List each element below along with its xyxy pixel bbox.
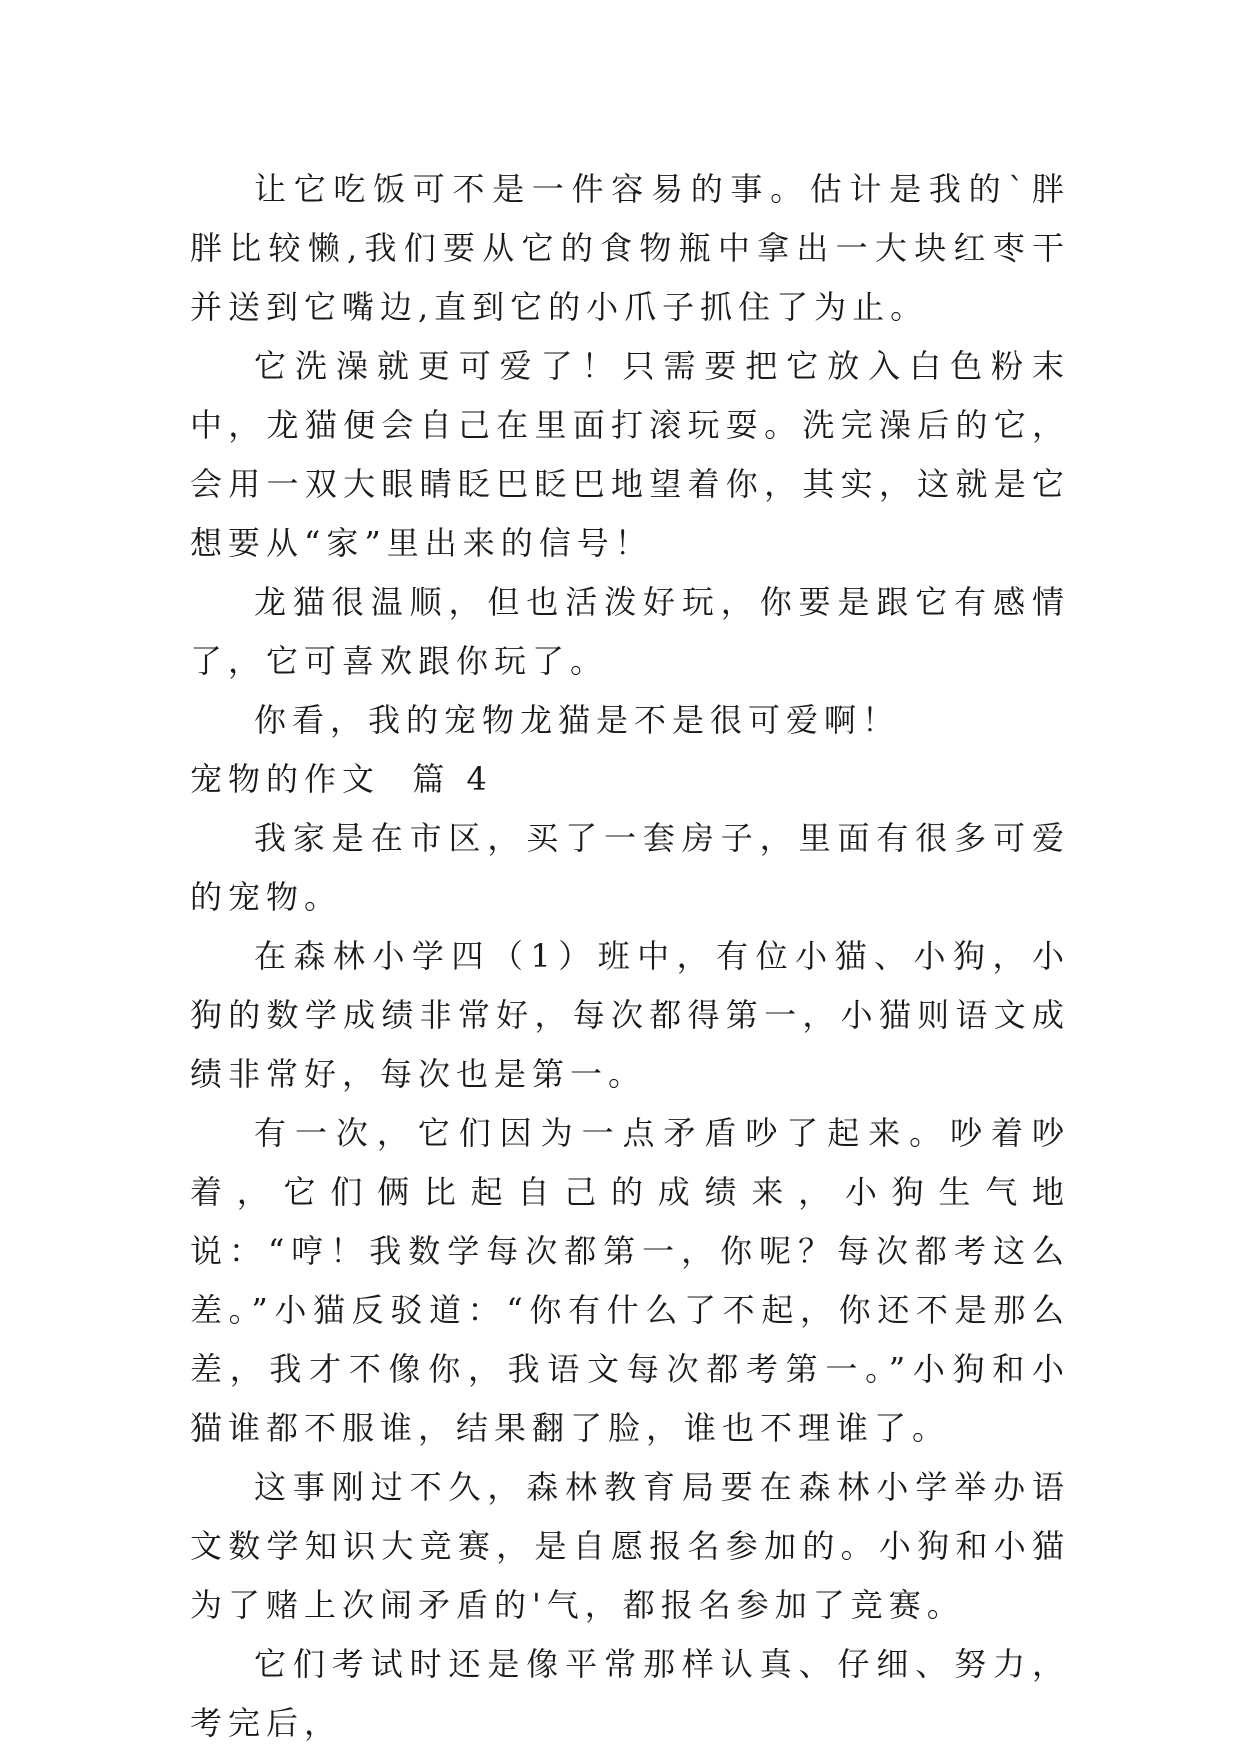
paragraph: 龙猫很温顺，但也活泼好玩，你要是跟它有感情了，它可喜欢跟你玩了。 [190, 583, 1070, 680]
paragraph: 它们考试时还是像平常那样认真、仔细、努力，考完后， [190, 1645, 1070, 1742]
paragraph: 这事刚过不久，森林教育局要在森林小学举办语文数学知识大竞赛，是自愿报名参加的。小狗和小猫为了赌上次闹矛盾的'气，都报名参加了竞赛。 [190, 1468, 1070, 1624]
paragraph: 有一次，它们因为一点矛盾吵了起来。吵着吵着，它们俩比起自己的成绩来，小狗生气地说：“哼！我数学每次都第一，你呢？每次都考这么差。”小猫反驳道：“你有什么了不起，你还不是那么差，我才不像你，我语文每次都考第一。”小狗和小猫谁都不服谁，结果翻了脸，谁也不理谁了。 [190, 1114, 1070, 1447]
paragraph: 你看，我的宠物龙猫是不是很可爱啊！ [254, 701, 901, 739]
paragraph: 让它吃饭可不是一件容易的事。估计是我的`胖胖比较懒,我们要从它的食物瓶中拿出一大块红枣干并送到它嘴边,直到它的小爪子抓住了为止。 [190, 170, 1070, 326]
section-heading: 宠物的作文 篇 4 [190, 760, 493, 798]
paragraph: 在森林小学四（1）班中，有位小猫、小狗，小狗的数学成绩非常好，每次都得第一，小猫则语文成绩非常好，每次也是第一。 [190, 937, 1070, 1093]
paragraph: 它洗澡就更可爱了！只需要把它放入白色粉末中，龙猫便会自己在里面打滚玩耍。洗完澡后的它，会用一双大眼睛眨巴眨巴地望着你，其实，这就是它想要从“家”里出来的信号！ [190, 347, 1070, 562]
document-body [190, 160, 1070, 1753]
paragraph: 我家是在市区，买了一套房子，里面有很多可爱的宠物。 [190, 819, 1070, 916]
